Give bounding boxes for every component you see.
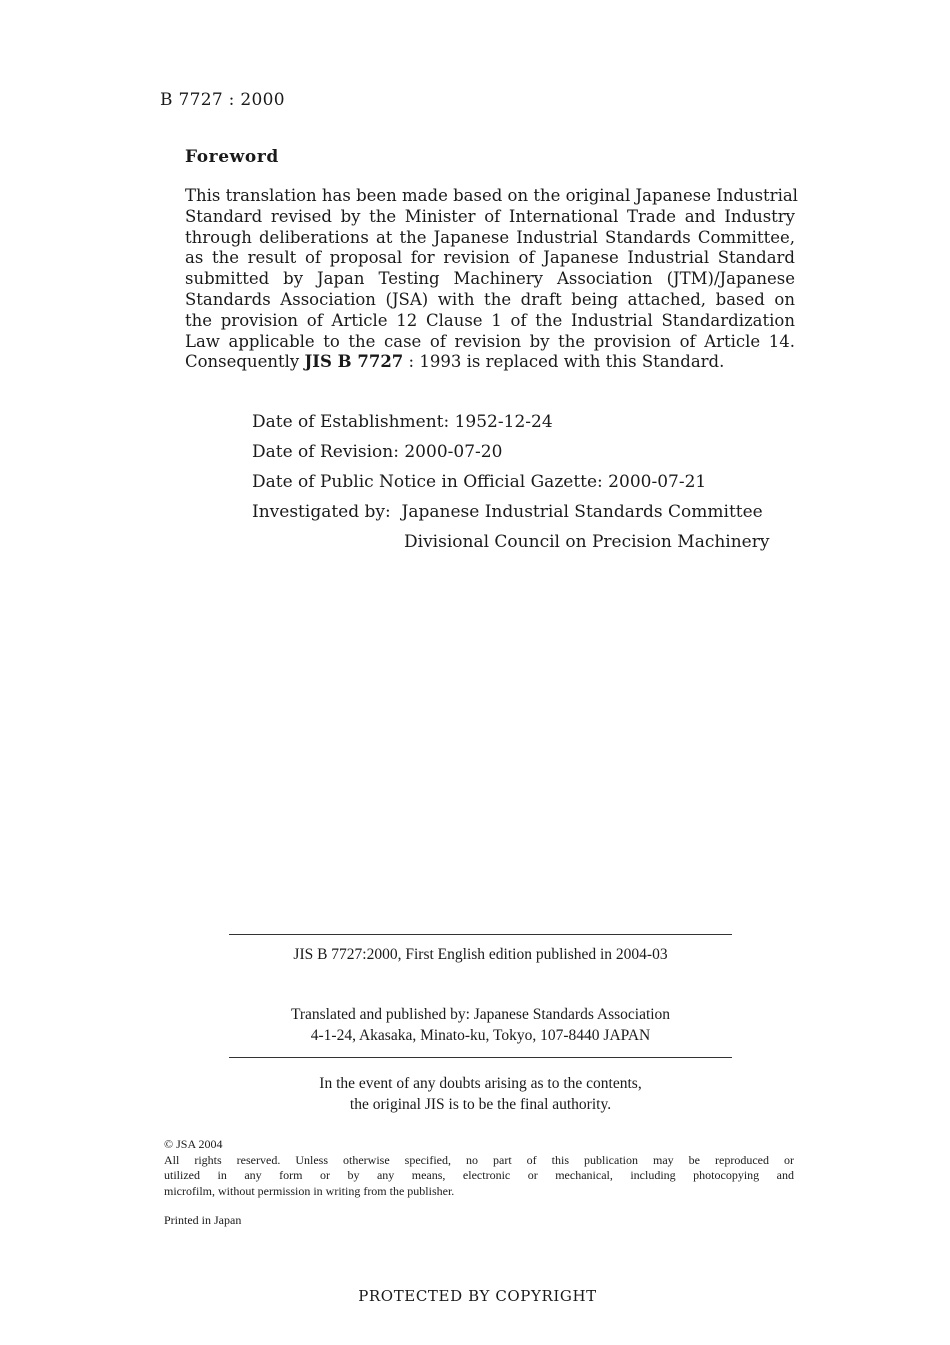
- authority-line-1: In the event of any doubts arising as to the contents,: [319, 1075, 642, 1092]
- authority-note: [229, 1074, 732, 1115]
- foreword-line: submitted by Japan Testing Machinery Association (JTM)/Japanese: [185, 269, 795, 289]
- divider-bottom: [229, 1057, 732, 1058]
- copyright-line: All rights reserved. Unless otherwise specified, no part of this publication may be reproduced or: [164, 1152, 794, 1167]
- edition-note: JIS B 7727:2000, First English edition published in 2004-03: [293, 946, 668, 963]
- authority-line-2: the original JIS is to be the final authority.: [349, 1095, 612, 1113]
- copyright-watermark: PROTECTED BY COPYRIGHT: [358, 1287, 597, 1305]
- foreword-line: as the result of proposal for revision of Japanese Industrial Standard: [185, 248, 795, 268]
- publisher-address: 4-1-24, Akasaka, Minato-ku, Tokyo, 107-8440 JAPAN: [310, 1026, 651, 1044]
- investigated-by-council: Divisional Council on Precision Machinery: [404, 532, 770, 552]
- divider-top: [229, 934, 732, 935]
- last-line-suffix: : 1993 is replaced with this Standard.: [403, 352, 725, 372]
- foreword-line: Law applicable to the case of revision by the provision of Article 14.: [185, 331, 795, 351]
- copyright-block: [164, 1137, 794, 1199]
- date-public-notice: Date of Public Notice in Official Gazette: 2000-07-21: [252, 472, 707, 492]
- copyright-owner: © JSA 2004: [164, 1137, 223, 1151]
- translated-by: Translated and published by: Japanese Standards Association: [290, 1006, 671, 1023]
- foreword-last-line: [185, 352, 795, 373]
- date-establishment: Date of Establishment: 1952-12-24: [252, 412, 553, 432]
- dates-block: [252, 411, 769, 561]
- foreword-line: Standards Association (JSA) with the draft being attached, based on: [185, 289, 795, 309]
- copyright-line: microfilm, without permission in writing from the publisher.: [164, 1183, 455, 1198]
- copyright-line: utilized in any form or by any means, electronic or mechanical, including photocopying and: [164, 1168, 794, 1182]
- publisher-block: [229, 1005, 732, 1046]
- foreword-heading: Foreword: [185, 147, 279, 167]
- printed-in: Printed in Japan: [164, 1213, 242, 1227]
- investigated-by-committee: Japanese Industrial Standards Committee: [401, 502, 763, 522]
- replaced-standard-id: JIS B 7727: [304, 352, 404, 372]
- foreword-line: the provision of Article 12 Clause 1 of the Industrial Standardization: [185, 310, 795, 330]
- investigated-label: Investigated by:: [252, 502, 391, 522]
- document-id: B 7727 : 2000: [160, 90, 285, 110]
- foreword-line: through deliberations at the Japanese Industrial Standards Committee,: [185, 227, 795, 247]
- last-line-prefix: Consequently: [185, 352, 305, 372]
- date-revision: Date of Revision: 2000-07-20: [252, 442, 503, 462]
- foreword-line: This translation has been made based on the original Japanese Industrial: [185, 186, 798, 205]
- foreword-line: Standard revised by the Minister of International Trade and Industry: [185, 206, 795, 226]
- foreword-paragraph: [185, 186, 798, 373]
- investigated-by-row: [252, 501, 769, 531]
